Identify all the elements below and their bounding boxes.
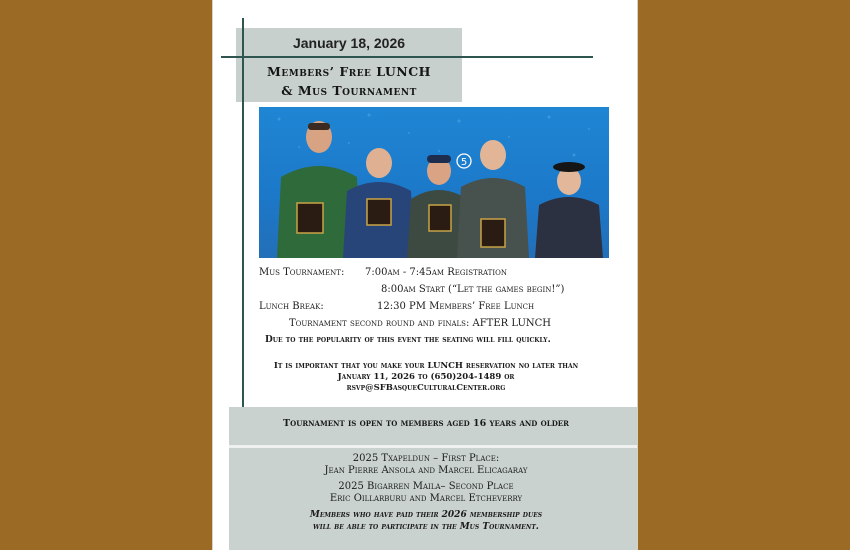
- popularity-note: Due to the popularity of this event the seating will fill quickly.: [265, 335, 551, 345]
- rsvp-line-1: It is important that you make your LUNCH reservation no later than: [273, 361, 579, 371]
- first-place-title: 2025 Txapeldun – First Place:: [352, 453, 500, 464]
- event-date: January 18, 2026: [292, 35, 406, 51]
- dues-note-line-1: Members who have paid their 2026 membership dues: [309, 510, 543, 520]
- header-rule: [221, 56, 593, 58]
- title-line-1: Members’ Free LUNCH: [267, 64, 431, 79]
- lunch-time: 12:30 PM Members’ Free Lunch: [377, 301, 535, 312]
- start-time: 8:00am Start (“Let the games begin!”): [381, 284, 565, 295]
- eligibility-note: Tournament is open to members aged 16 years and older: [283, 418, 569, 429]
- lunch-break-label: Lunch Break:: [259, 301, 324, 312]
- registration-time: 7:00am - 7:45am Registration: [365, 267, 507, 278]
- photo-badge: 5: [460, 157, 468, 168]
- second-place-names: Eric Oillarburu and Marcel Etcheverry: [329, 493, 523, 504]
- rsvp-line-2: January 11, 2026 to (650)204-1489 or: [337, 372, 515, 382]
- title-line-2: & Mus Tournament: [281, 83, 417, 98]
- rsvp-email: rsvp@SFBasqueCulturalCenter.org: [346, 383, 506, 393]
- winners-photo-illustration: [259, 107, 609, 258]
- event-title: [236, 62, 462, 100]
- first-place-names: Jean Pierre Ansola and Marcel Elicagaray: [324, 465, 528, 476]
- second-place-title: 2025 Bigarren Maila– Second Place: [338, 481, 514, 492]
- event-flyer: [212, 0, 638, 550]
- dues-note-line-2: will be able to participate in the Mus Tournament.: [313, 522, 539, 532]
- second-round-note: Tournament second round and finals: AFTER LUNCH: [289, 318, 551, 329]
- mus-tournament-label: Mus Tournament:: [259, 267, 345, 278]
- winners-photo: [259, 107, 609, 258]
